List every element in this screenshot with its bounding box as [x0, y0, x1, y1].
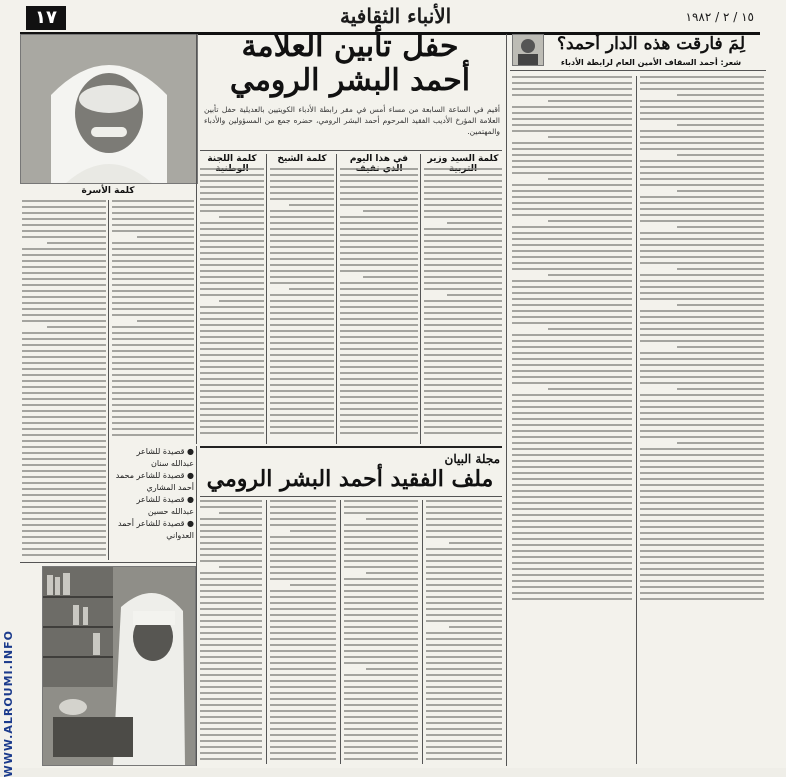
poems-list-item: ● قصيدة للشاعر محمد أحمد المشاري: [115, 471, 194, 492]
issue-date: ١٥ / ٢ / ١٩٨٢: [685, 10, 754, 24]
col2-heading: في هذا اليوم: [349, 154, 409, 164]
poem-right-column: [640, 76, 764, 766]
col3-heading: كلمة الشيخ: [277, 154, 327, 164]
article-col-1: [424, 168, 502, 438]
second-col-4: [200, 500, 262, 764]
study-photo: [42, 566, 196, 766]
second-col-3: [270, 500, 336, 764]
article-col-4: [200, 168, 264, 438]
portrait-photo: [20, 34, 198, 184]
poem-left-column: [512, 76, 632, 766]
site-watermark: WWW.ALROUMI.INFO: [2, 630, 15, 777]
page-number: ١٧: [26, 6, 66, 30]
main-headline-line2: أحمد البشر الرومي: [229, 63, 471, 98]
second-col-1: [426, 500, 502, 764]
article-col-2: [340, 168, 418, 438]
col5-heading: كلمة الأسرة: [81, 186, 135, 196]
left-col-b: [112, 200, 194, 440]
poems-list-item: ● قصيدة للشاعر عبدالله حسين: [136, 495, 194, 516]
second-headline: ملف الفقيد أحمد البشر الرومي: [206, 466, 494, 492]
article-col-3: [270, 168, 334, 438]
poems-list: [112, 446, 194, 542]
second-col-2: [344, 500, 418, 764]
section-title: الأنباء الثقافية: [340, 4, 452, 28]
magazine-kicker: مجلة البيان: [444, 452, 500, 466]
col1-heading: كلمة السيد وزير: [427, 154, 499, 164]
poems-list-item: ● قصيدة للشاعر أحمد العدواني: [117, 519, 194, 540]
left-col-a: [22, 200, 106, 560]
poem-title: لِمَ فارقت هذه الدار أحمد؟: [556, 34, 746, 54]
poems-list-item: ● قصيدة للشاعر عبدالله سنان: [136, 447, 194, 468]
poem-byline: شعر: أحمد السقاف الأمين العام لرابطة الأدباء: [560, 58, 742, 67]
intro-paragraph: أقيم في الساعة السابعة من مساء أمس في مقر رابطة الأدباء الكويتيين بالعديلية حفل تأبين العلامة المؤرخ الأديب الفقيد المرحوم أحمد البشر الرومي، حضره جمع من المسؤولين والأدباء والمهتمين.: [204, 105, 500, 136]
col4-heading: كلمة اللجنة: [207, 154, 257, 164]
main-headline-line1: حفل تأبين العلامة: [241, 29, 459, 64]
